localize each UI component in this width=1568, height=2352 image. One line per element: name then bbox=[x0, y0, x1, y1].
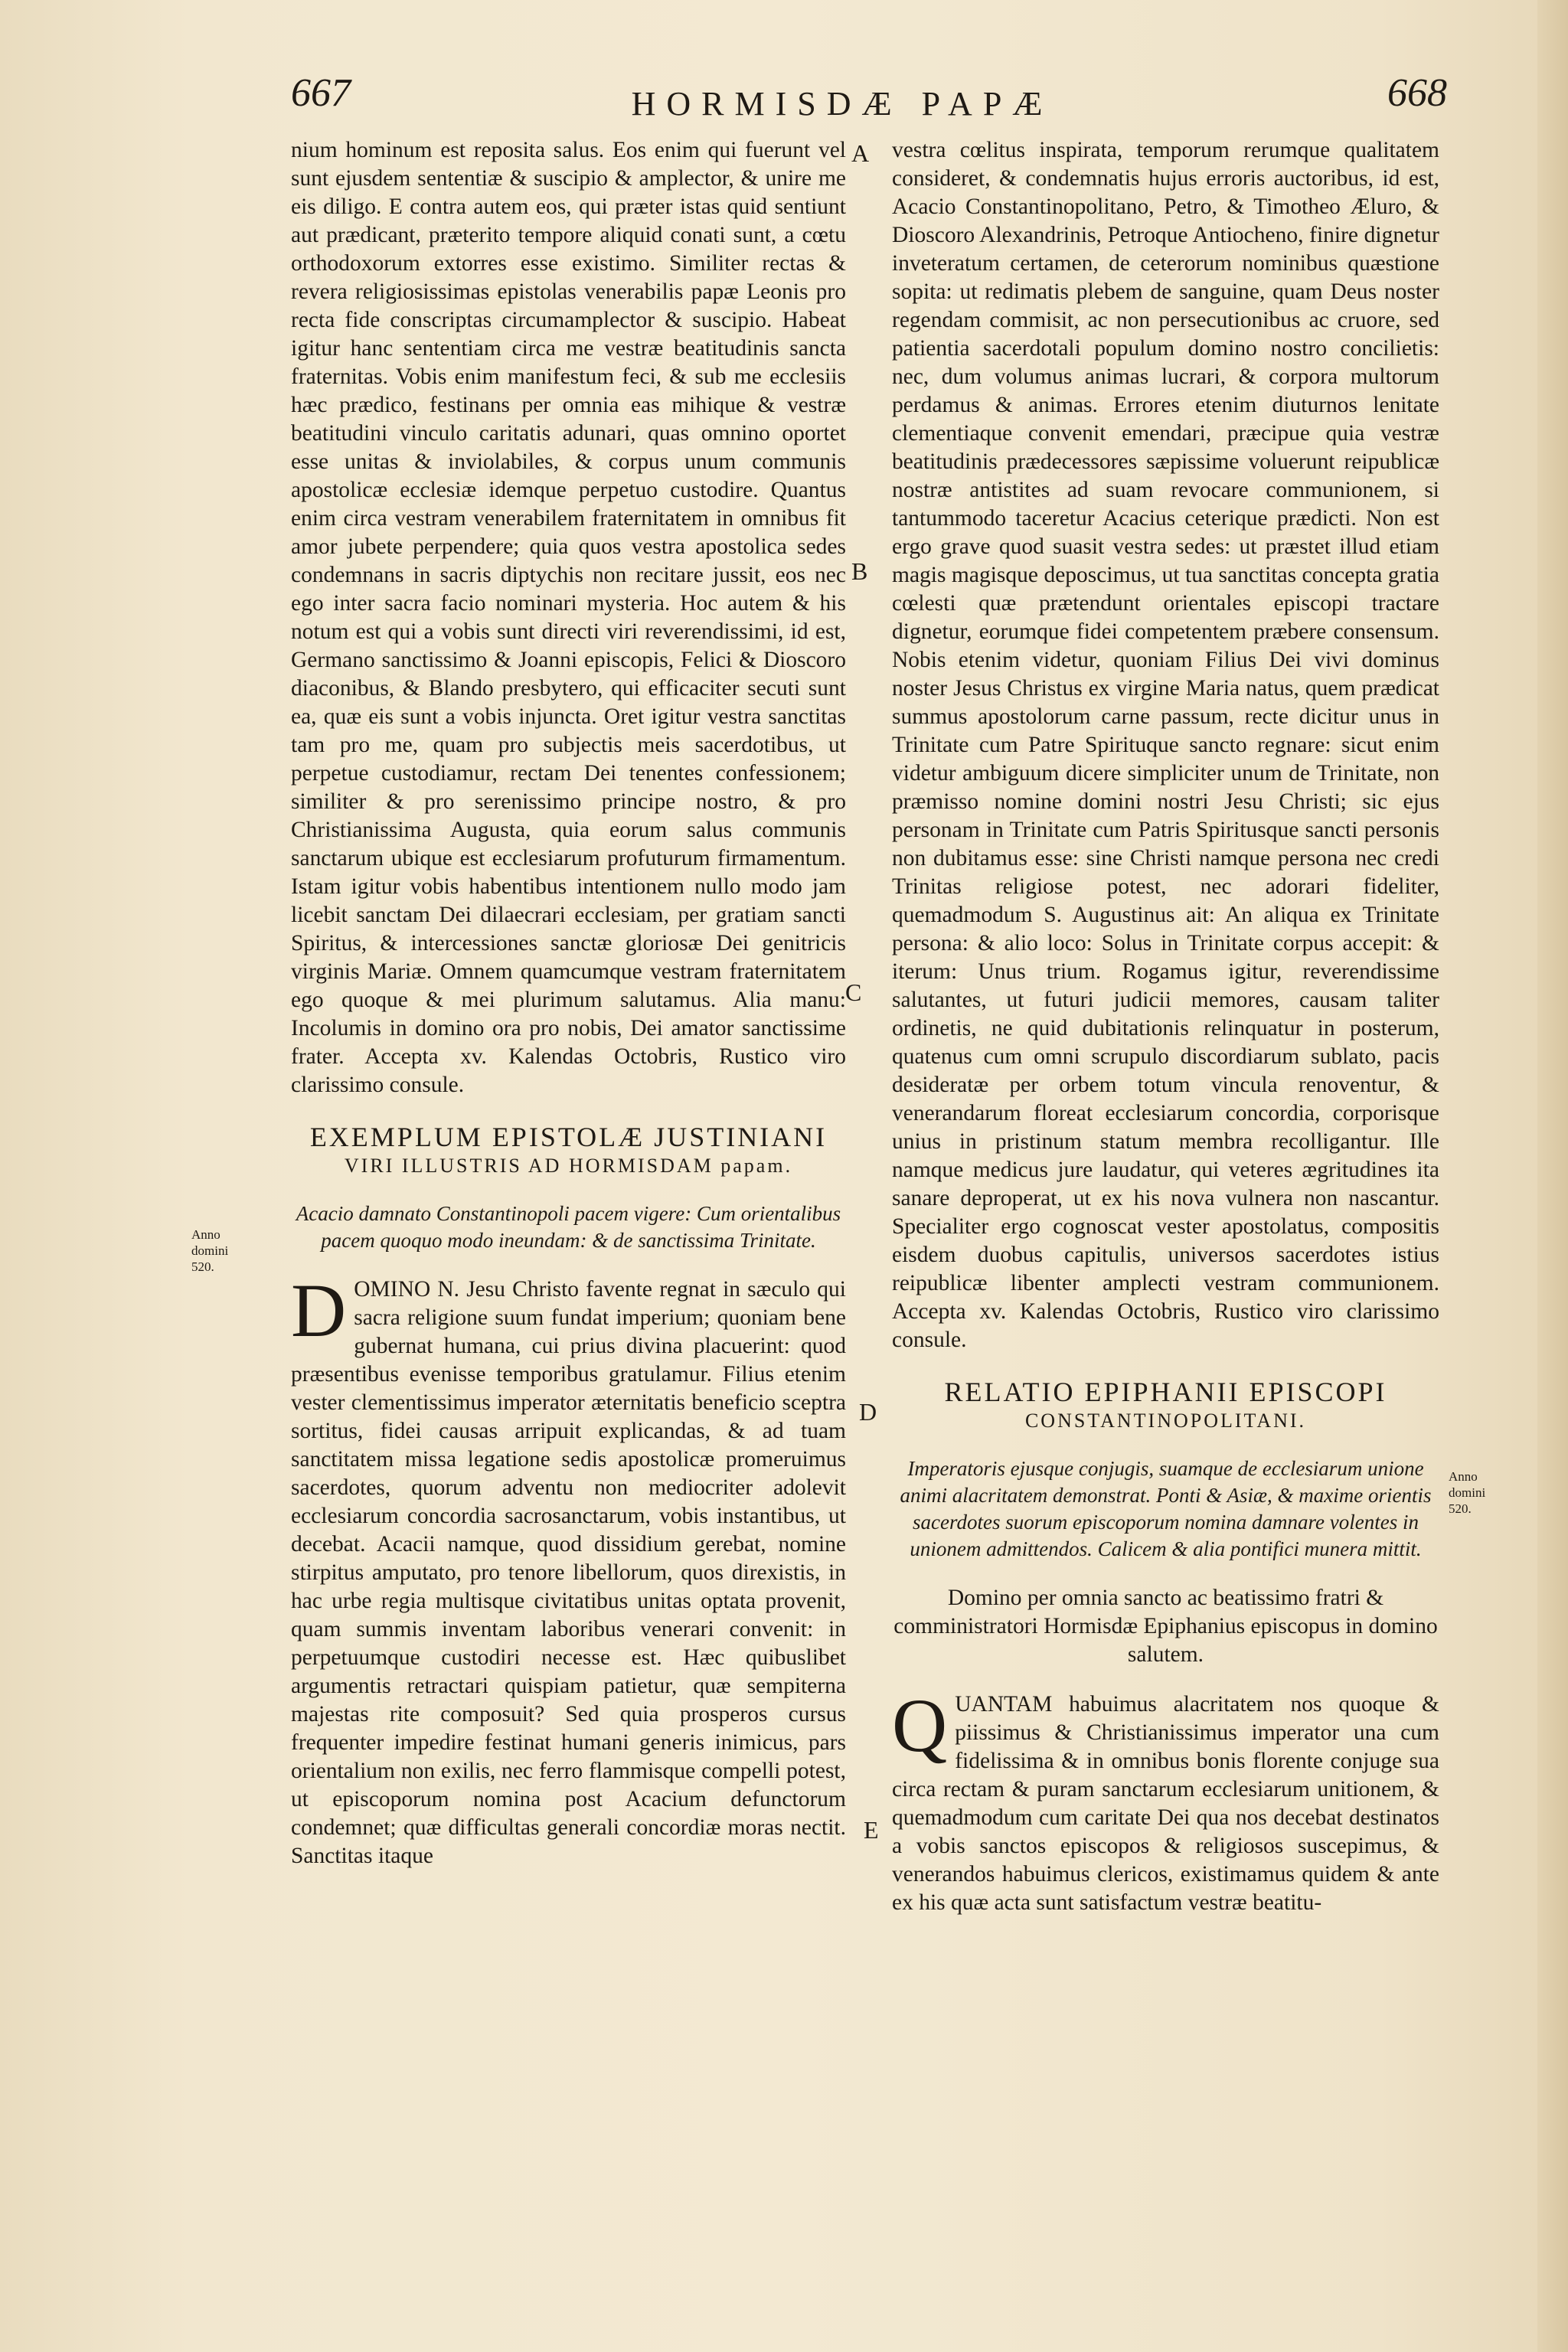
paragraph-justinian-letter: OMINO N. Jesu Christo favente regnat in sæculo qui sacra religione suum fundat imperium; quoniam bene gubernat humana, cui prius divina placuerint: quod præsentibus evenisse temporibus gratulamur. Filius etenim vester clementissimus imperator æternitatis beneficio sceptra sortitus, fidei causas arripuit explicandas, & ad tuam sanctitatem missa legatione sedis apostolicæ promeruimus sacerdotes, quorum adventu non mediocriter adolevit ecclesiarum concordia sacrosanctarum, vobis instantibus, ut decebat. Acacii namque, quod dissidium gerebat, nomine stirpitus amputato, pro tenore libellorum, quos direxistis, in hac urbe regia multisque civitatibus unitas optata provenit, quam summis inventam laboribus venerari convenit: in perpetuumque custodiri necesse est. Hæc quibuslibet argumentis retractari quispiam patietur, quæ sempiterna majestas rite composuit? Sed quia prosperos cursus frequenter impedire festinat humani generis inimicus, pars orientalium non exilis, nec ferro flammisque compelli potest, ut episcoporum nomina post Acacium defunctorum condemnet; quæ difficultas generali concordiæ moras nectit. Sanctitas itaque bbox=[291, 1277, 846, 1868]
next-page-edge bbox=[1537, 0, 1568, 2352]
paragraph-epiphanius-letter: UANTAM habuimus alacritatem nos quoque & piissimus & Christianissimus imperator una cum fidelissima & in omnibus bonis florente conjuge sua circa rectam & puram sanctarum ecclesiarum unitionem, & quemadmodum cum caritate Dei qua nos decebat destinatos a vobis sanctos episcopos & religiosos suscepimus, & venerandos habuimus clericos, existimamus quidem & ante ex his quæ acta sunt satisfactum vestræ beatitu- bbox=[892, 1692, 1439, 1915]
section-mark-e: E bbox=[864, 1816, 879, 1844]
greeting: Domino per omnia sancto ac beatissimo fratri & comministratori Hormisdæ Epiphanius episcopus in domino salutem. bbox=[893, 1586, 1438, 1667]
margin-note-right: Anno domini 520. bbox=[1449, 1469, 1486, 1516]
margin-note-left: Anno domini 520. bbox=[191, 1227, 229, 1274]
section-title-epiphanius: RELATIO EPIPHANII EPISCOPI bbox=[944, 1377, 1387, 1407]
drop-cap-d: D bbox=[291, 1268, 347, 1353]
section-summary-justinian: Acacio damnato Constantinopoli pacem vigere: Cum orientalibus pacem quoquo modo ineundam: & de sanctissima Trinitate. bbox=[296, 1202, 841, 1252]
left-column bbox=[291, 136, 846, 1870]
section-summary-epiphanius: Imperatoris ejusque conjugis, suamque de ecclesiarum unione animi alacritatem demonstrat. Ponti & Asiæ, & maxime orientis sacerdotes suorum episcoporum nomina damnare volentes in unionem admittendos. Calicem & alia pontifici munera mittit. bbox=[900, 1457, 1432, 1560]
paragraph-letter-continued: vestra cœlitus inspirata, temporum rerumque qualitatem consideret, & condemnatis hujus erroris auctoribus, id est, Acacio Constantinopolitano, Petro, & Timotheo Æluro, & Dioscoro Alexandrinis, Petroque Antiocheno, finire dignetur inveteratum certamen, de ceterorum nominibus quæstione sopita: ut redimatis plebem de sanguine, quam Deus noster regendam commisit, ac non persecutionibus ac cruore, sed patientia sacerdotali populum domino nostro concilietis: nec, dum volumus animas lucrari, & corpora multorum perdamus & animas. Errores etenim diuturnos lenitate clementiaque convenit emendari, præcipue quia vestræ beatitudinis prædecessores sæpissime voluerunt reipublicæ nostræ antistites ad suam revocare communionem, si tantummodo taceretur Acacius ceterique prædicti. Non est ergo grave quod suasit vestra sedes: ut præstet illud etiam magis magisque deposcimus, ut tua sanctitas concepta gratia cœlesti quæ prætendunt orientales episcopi tractare dignetur, eorumque fidei competentem præbere consensum. Nobis etenim videtur, quoniam Filius Dei vivi dominus noster Jesus Christus ex virgine Maria natus, quem prædicat summus apostolorum carne passum, recte dicitur unus in Trinitate cum Patre Spirituque sancto regnare: sicut enim videtur ambiguum dicere simpliciter unum de Trinitate, non præmisso nomine domini nostri Jesu Christi; sic ejus personam in Trinitate cum Patris Spiritusque sancti personis non dubitamus esse: sine Christi namque persona nec credi Trinitas religiose potest, nec adorari fideliter, quemadmodum S. Augustinus ait: An aliqua ex Trinitate persona: & alio loco: Solus in Trinitate corpus accepit: & iterum: Unus trium. Rogamus igitur, reverendissime salutantes, ut futuri judicii memores, causam taliter ordinetis, ne quid dubitationis relinquatur in posterum, quatenus cum omni scrupulo discordiarum sublato, pacis desideratæ per orbem totum vincula renoventur, & venerandarum floreat ecclesiarum concordia, corporisque unius in pristinum statum membra recolligantur. Ille namque medicus jure laudatur, qui veteres ægritudines ita sanare deproperat, ut ex his nova vulnera non nascantur. Specialiter ergo cognoscat vester apostolatus, compositis eisdem duobus capitulis, universos sacerdotes istius reipublicæ libenter amplecti vestram communionem. Accepta xv. Kalendas Octobris, Rustico viro clarissimo consule. bbox=[892, 138, 1439, 1352]
drop-cap-q: Q bbox=[892, 1683, 948, 1768]
section-mark-b: B bbox=[851, 557, 868, 585]
section-mark-d: D bbox=[859, 1398, 877, 1426]
section-mark-a: A bbox=[851, 139, 870, 167]
running-head: HORMISDÆ PAPÆ bbox=[631, 85, 1054, 122]
section-mark-c: C bbox=[845, 978, 862, 1006]
paragraph-confession: nium hominum est reposita salus. Eos enim qui fuerunt vel sunt ejusdem sententiæ & suscipio & amplector, & unire me eis diligo. E contra autem eos, qui præter istas quid sentiunt aut prædicant, præterito tempore aliquid conati sunt, a cœtu orthodoxorum extorres esse existimo. Similiter rectas & revera religiosissimas epistolas venerabilis papæ Leonis pro recta fide conscriptas circumamplector & suscipio. Habeat igitur hanc sententiam circa me vestræ beatitudinis sancta fraternitas. Vobis enim manifestum feci, & sub me ecclesiis hæc prædico, festinans per omnia eas mihique & vestræ beatitudini vinculo caritatis adunari, quas omnino oportet esse unitas & inviolabiles, & corpus unum communis apostolicæ ecclesiæ idemque perpetuo custodire. Quantus enim circa vestram venerabilem fraternitatem in omnibus fit amor jubete perpendere; quia quos vestra apostolica sedes condemnans in sacris diptychis non recitare jussit, eos nec ego inter sacra facio nominari mysteria. Hoc autem & his notum est qui a vobis sunt directi viri reverendissimi, id est, Germano sanctissimo & Joanni episcopis, Felici & Dioscoro diaconibus, & Blando presbytero, qui efficaciter secuti sunt ea, quæ eis sunt a vobis injuncta. Oret igitur vestra sanctitas tam pro me, quam pro subjectis meis sacerdotibus, ut perpetue custodiamur, rectam Dei tenentes confessionem; similiter & pro serenissimo principe nostro, & pro Christianissima Augusta, quia eorum salus communis sanctarum ubique est ecclesiarum profuturum firmamentum. Istam igitur vobis habentibus intentionem nullo modo jam licebit sanctam Dei dilaecrari ecclesiam, per gratiam sancti Spiritus, & intercessiones sanctæ gloriosæ Dei genitricis virginis Mariæ. Omnem quamcumque vestram fraternitatem ego quoque & mei plurimum salutamus. Alia manu: Incolumis in domino ora pro nobis, Dei amator sanctissime frater. Accepta xv. Kalendas Octobris, Rustico viro clarissimo consule. bbox=[291, 138, 846, 1097]
section-subtitle-justinian: VIRI ILLUSTRIS AD HORMISDAM papam. bbox=[344, 1155, 793, 1177]
right-column bbox=[892, 136, 1439, 1917]
page-number-right: 668 bbox=[1387, 71, 1447, 115]
section-subtitle-epiphanius: CONSTANTINOPOLITANI. bbox=[1024, 1410, 1307, 1432]
page-number-left: 667 bbox=[291, 71, 351, 115]
section-title-justinian: EXEMPLUM EPISTOLÆ JUSTINIANI bbox=[309, 1122, 828, 1152]
